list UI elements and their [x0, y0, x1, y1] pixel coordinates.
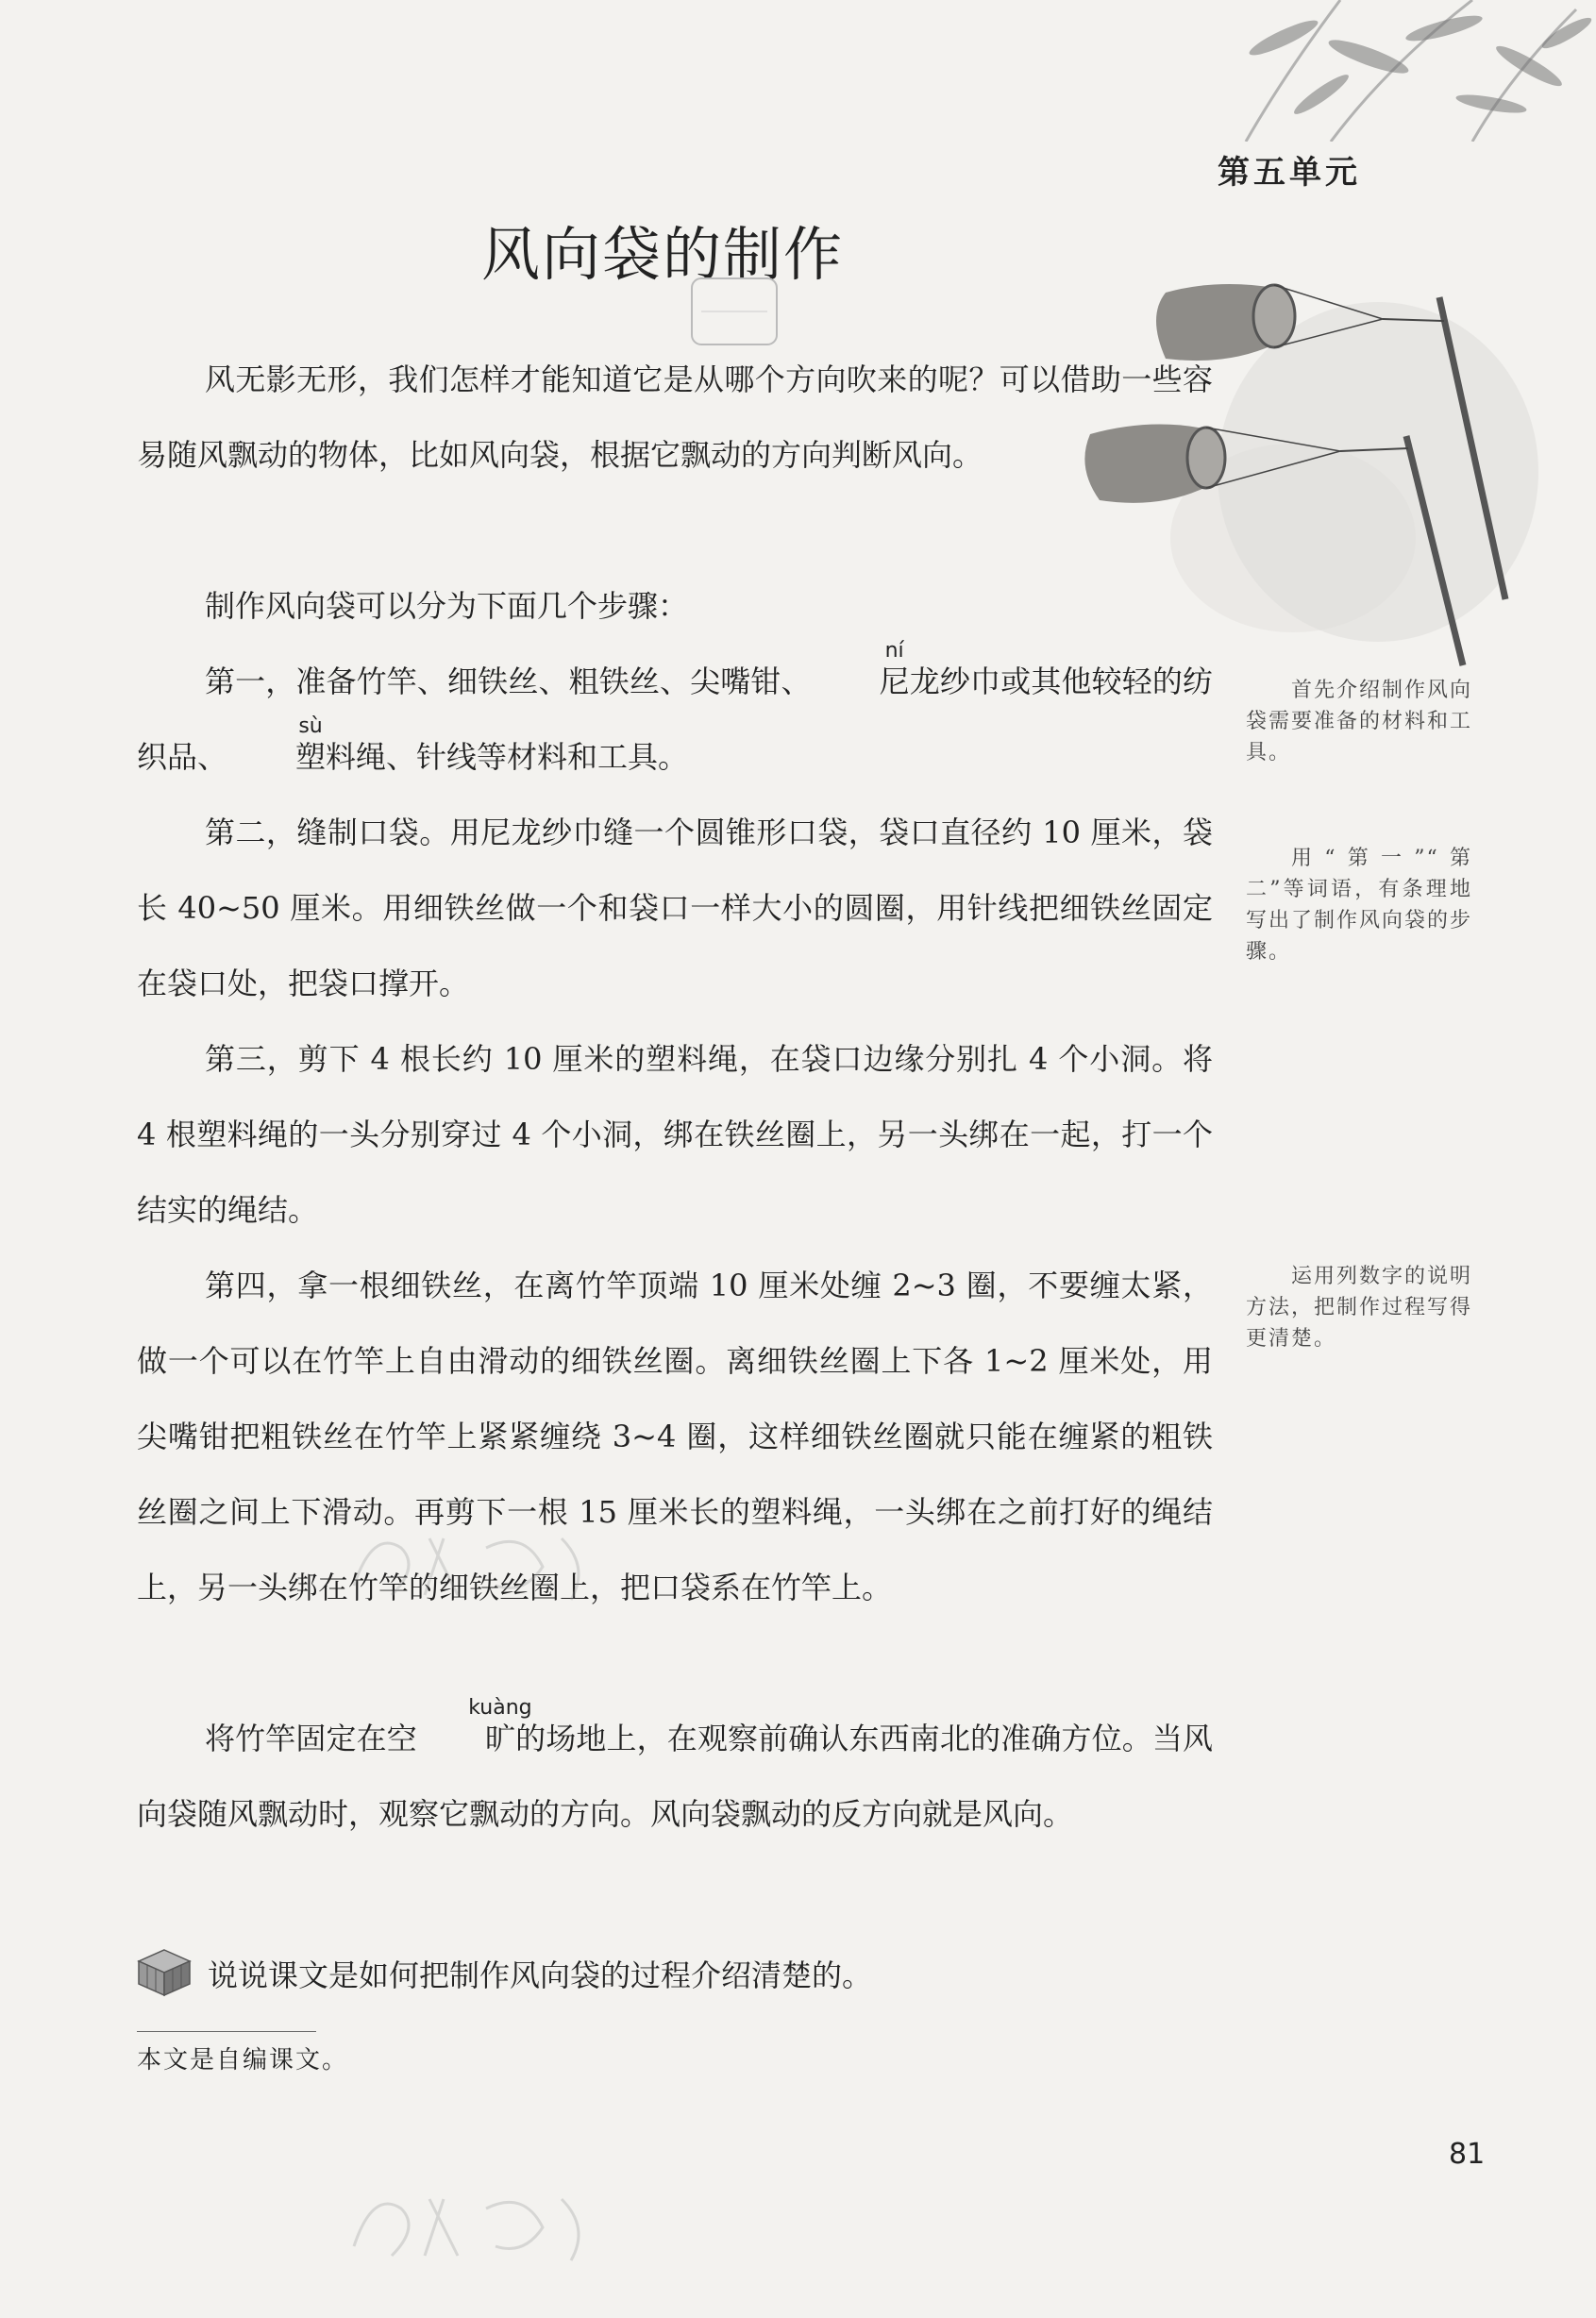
paragraph-6: 第四，拿一根细铁丝，在离竹竿顶端 10 厘米处缠 2~3 圈，不要缠太紧，做一个可以在竹竿上自由滑动的细铁丝圈。离细铁丝圈上下各 1~2 厘米处，用尖嘴钳把粗铁丝在竹竿上紧紧缠绕 3~4 圈，这样细铁丝圈就只能在缠紧的粗铁丝圈之间上下滑动。再剪下一根 15 厘米长的塑料绳，一头绑在之前打好的绳结上，另一头绑在竹竿的细铁丝圈上，把口袋系在竹竿上。 [137, 1268, 1213, 1605]
margin-note-2: 用“第一”“第二”等词语，有条理地写出了制作风向袋的步骤。 [1246, 847, 1473, 964]
bamboo-illustration [1227, 0, 1596, 142]
margin-note-1: 首先介绍制作风向袋需要准备的材料和工具。 [1246, 679, 1473, 764]
paragraph-5: 第三，剪下 4 根长约 10 厘米的塑料绳，在袋口边缘分别扎 4 个小洞。将 4 根塑料绳的一头分别穿过 4 个小洞，绑在铁丝圈上，另一头绑在一起，打一个结实的绳结。 [137, 1041, 1213, 1228]
stamp-icon [687, 274, 781, 349]
paragraph-3: 第一，准备竹竿、细铁丝、粗铁丝、尖嘴钳、 ní 尼龙纱巾或其他较轻的纺织品、 sù 塑料绳、针线等材料和工具。 [137, 644, 1213, 795]
paragraph-2: 制作风向袋可以分为下面几个步骤： [205, 588, 689, 624]
discussion-task: 说说课文是如何把制作风向袋的过程介绍清楚的。 [208, 1957, 873, 1993]
paragraph-7: 将竹竿固定在空 kuàng 旷的场地上，在观察前确认东西南北的准确方位。当风向袋随风飘动时，观察它飘动的方向。风向袋飘动的反方向就是风向。 [137, 1696, 1213, 1832]
ruby-ni: ní 尼 [879, 639, 910, 699]
watermark [335, 2171, 618, 2275]
ruby-su: sù 塑 [295, 714, 327, 775]
page-title: 风向袋的制作 [481, 220, 845, 289]
unit-label: 第五单元 [1218, 154, 1361, 192]
paragraph-4: 第二，缝制口袋。用尼龙纱巾缝一个圆锥形口袋，袋口直径约 10 厘米，袋长 40~50 厘米。用细铁丝做一个和袋口一样大小的圆圈，用针线把细铁丝固定在袋口处，把袋口撑开。 [137, 815, 1213, 1001]
ruby-kuang: kuàng 旷 [468, 1696, 532, 1756]
watermark [335, 1510, 609, 1614]
paragraph-1: 风无影无形，我们怎样才能知道它是从哪个方向吹来的呢？可以借助一些容易随风飘动的物体，比如风向袋，根据它飘动的方向判断风向。 [137, 361, 1213, 473]
cube-icon [137, 1948, 192, 1997]
footnote-divider [137, 2031, 316, 2032]
footnote: 本文是自编课文。 [137, 2046, 349, 2074]
margin-note-3: 运用列数字的说明方法，把制作过程写得更清楚。 [1246, 1265, 1473, 1351]
page-number: 81 [1449, 2138, 1486, 2171]
